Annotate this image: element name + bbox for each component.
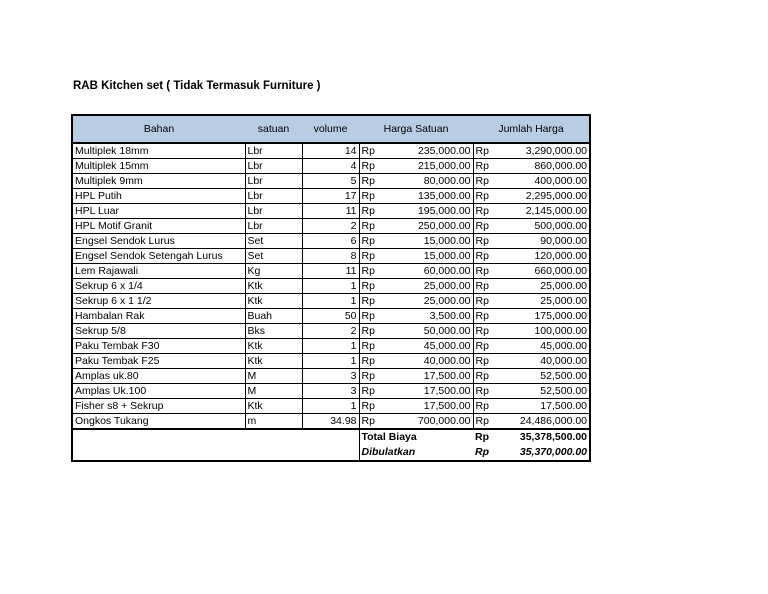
cell-satuan: Lbr — [245, 204, 302, 219]
cell-harga-satuan: 235,000.00 — [385, 143, 473, 159]
total-row — [72, 429, 590, 445]
cell-jumlah-currency: Rp — [473, 354, 503, 369]
cell-volume: 1 — [302, 279, 359, 294]
cell-harga-satuan: 17,500.00 — [385, 369, 473, 384]
cell-volume: 1 — [302, 294, 359, 309]
cell-jumlah-currency: Rp — [473, 339, 503, 354]
table-row — [72, 399, 590, 414]
rounded-row — [72, 445, 590, 461]
cell-jumlah-harga: 100,000.00 — [503, 324, 590, 339]
cell-harga-currency: Rp — [359, 189, 385, 204]
cell-jumlah-harga: 52,500.00 — [503, 369, 590, 384]
cell-jumlah-harga: 45,000.00 — [503, 339, 590, 354]
table-row — [72, 324, 590, 339]
cell-harga-currency: Rp — [359, 339, 385, 354]
table-row — [72, 189, 590, 204]
cell-jumlah-currency: Rp — [473, 414, 503, 430]
cell-volume: 8 — [302, 249, 359, 264]
cell-volume: 14 — [302, 143, 359, 159]
cell-harga-satuan: 17,500.00 — [385, 399, 473, 414]
cell-harga-satuan: 195,000.00 — [385, 204, 473, 219]
cell-bahan: Sekrup 5/8 — [72, 324, 245, 339]
cell-harga-currency: Rp — [359, 294, 385, 309]
table-row — [72, 414, 590, 430]
cell-volume: 1 — [302, 339, 359, 354]
cell-harga-currency: Rp — [359, 204, 385, 219]
cell-harga-satuan: 3,500.00 — [385, 309, 473, 324]
cell-jumlah-harga: 2,145,000.00 — [503, 204, 590, 219]
cell-jumlah-currency: Rp — [473, 174, 503, 189]
cell-harga-satuan: 40,000.00 — [385, 354, 473, 369]
cell-satuan: Bks — [245, 324, 302, 339]
cell-volume: 17 — [302, 189, 359, 204]
cell-jumlah-harga: 25,000.00 — [503, 294, 590, 309]
cell-satuan: M — [245, 384, 302, 399]
total-currency: Rp — [473, 429, 503, 445]
cell-bahan: Engsel Sendok Lurus — [72, 234, 245, 249]
cell-bahan: Multiplek 18mm — [72, 143, 245, 159]
cell-jumlah-harga: 500,000.00 — [503, 219, 590, 234]
cell-satuan: Kg — [245, 264, 302, 279]
cell-jumlah-currency: Rp — [473, 309, 503, 324]
cell-harga-satuan: 25,000.00 — [385, 279, 473, 294]
cell-volume: 5 — [302, 174, 359, 189]
cell-jumlah-currency: Rp — [473, 399, 503, 414]
cell-satuan: Ktk — [245, 354, 302, 369]
cell-bahan: Paku Tembak F25 — [72, 354, 245, 369]
cell-satuan: Ktk — [245, 279, 302, 294]
cell-volume: 34.98 — [302, 414, 359, 430]
cell-harga-satuan: 17,500.00 — [385, 384, 473, 399]
cell-harga-currency: Rp — [359, 384, 385, 399]
cell-satuan: Ktk — [245, 294, 302, 309]
cell-satuan: Lbr — [245, 219, 302, 234]
table-row — [72, 369, 590, 384]
header-bahan: Bahan — [72, 115, 245, 143]
cell-volume: 1 — [302, 354, 359, 369]
table-row — [72, 294, 590, 309]
cell-bahan: Paku Tembak F30 — [72, 339, 245, 354]
table-row — [72, 174, 590, 189]
cell-harga-currency: Rp — [359, 234, 385, 249]
cell-harga-satuan: 45,000.00 — [385, 339, 473, 354]
total-label: Total Biaya — [359, 429, 473, 445]
cell-bahan: HPL Putih — [72, 189, 245, 204]
cell-satuan: Ktk — [245, 399, 302, 414]
table-row — [72, 264, 590, 279]
cell-harga-satuan: 80,000.00 — [385, 174, 473, 189]
table-row — [72, 279, 590, 294]
table-row — [72, 143, 590, 159]
cell-satuan: M — [245, 369, 302, 384]
rounded-spacer — [72, 445, 359, 461]
cell-harga-currency: Rp — [359, 143, 385, 159]
cell-harga-currency: Rp — [359, 264, 385, 279]
total-spacer — [72, 429, 359, 445]
cell-jumlah-harga: 860,000.00 — [503, 159, 590, 174]
table-row — [72, 384, 590, 399]
cell-volume: 2 — [302, 219, 359, 234]
cell-jumlah-harga: 25,000.00 — [503, 279, 590, 294]
cell-jumlah-harga: 24,486,000.00 — [503, 414, 590, 430]
cell-bahan: Sekrup 6 x 1/4 — [72, 279, 245, 294]
cell-volume: 3 — [302, 369, 359, 384]
header-jumlah-harga: Jumlah Harga — [473, 115, 590, 143]
table-row — [72, 219, 590, 234]
cell-bahan: Lem Rajawali — [72, 264, 245, 279]
cell-harga-currency: Rp — [359, 414, 385, 430]
cell-jumlah-currency: Rp — [473, 279, 503, 294]
rab-table — [71, 114, 591, 462]
table-row — [72, 234, 590, 249]
cell-harga-currency: Rp — [359, 399, 385, 414]
total-value: 35,378,500.00 — [503, 429, 590, 445]
rounded-currency: Rp — [475, 446, 490, 458]
cell-volume: 2 — [302, 324, 359, 339]
cell-bahan: Amplas uk.80 — [72, 369, 245, 384]
cell-harga-satuan: 135,000.00 — [385, 189, 473, 204]
cell-volume: 1 — [302, 399, 359, 414]
document-title: RAB Kitchen set ( Tidak Termasuk Furniture ) — [73, 80, 321, 92]
cell-jumlah-currency: Rp — [473, 264, 503, 279]
cell-jumlah-harga: 2,295,000.00 — [503, 189, 590, 204]
cell-harga-currency: Rp — [359, 324, 385, 339]
cell-volume: 11 — [302, 204, 359, 219]
cell-jumlah-harga: 17,500.00 — [503, 399, 590, 414]
cell-bahan: Multiplek 15mm — [72, 159, 245, 174]
cell-harga-satuan: 15,000.00 — [385, 234, 473, 249]
cell-bahan: HPL Motif Granit — [72, 219, 245, 234]
table-body — [72, 143, 590, 429]
cell-jumlah-harga: 52,500.00 — [503, 384, 590, 399]
cell-bahan: Hambalan Rak — [72, 309, 245, 324]
cell-jumlah-currency: Rp — [473, 204, 503, 219]
cell-satuan: Set — [245, 234, 302, 249]
cell-harga-currency: Rp — [359, 219, 385, 234]
cell-volume: 11 — [302, 264, 359, 279]
cell-jumlah-harga: 40,000.00 — [503, 354, 590, 369]
cell-harga-currency: Rp — [359, 309, 385, 324]
cell-volume: 6 — [302, 234, 359, 249]
cell-harga-satuan: 50,000.00 — [385, 324, 473, 339]
cell-harga-satuan: 700,000.00 — [385, 414, 473, 430]
cell-satuan: Set — [245, 249, 302, 264]
cell-jumlah-currency: Rp — [473, 159, 503, 174]
cell-jumlah-currency: Rp — [473, 189, 503, 204]
cell-harga-satuan: 15,000.00 — [385, 249, 473, 264]
cell-satuan: Lbr — [245, 189, 302, 204]
table-header-row — [72, 115, 590, 143]
cell-satuan: Lbr — [245, 143, 302, 159]
cell-harga-currency: Rp — [359, 369, 385, 384]
cell-bahan: Fisher s8 + Sekrup — [72, 399, 245, 414]
table-row — [72, 249, 590, 264]
cell-jumlah-currency: Rp — [473, 384, 503, 399]
cell-harga-currency: Rp — [359, 249, 385, 264]
cell-satuan: Lbr — [245, 174, 302, 189]
cell-jumlah-harga: 3,290,000.00 — [503, 143, 590, 159]
cell-satuan: Buah — [245, 309, 302, 324]
table-row — [72, 159, 590, 174]
cell-jumlah-currency: Rp — [473, 324, 503, 339]
cell-jumlah-currency: Rp — [473, 143, 503, 159]
cell-jumlah-harga: 175,000.00 — [503, 309, 590, 324]
rounded-value: 35,370,000.00 — [519, 446, 588, 458]
cell-bahan: Engsel Sendok Setengah Lurus — [72, 249, 245, 264]
cell-jumlah-currency: Rp — [473, 369, 503, 384]
cell-harga-currency: Rp — [359, 279, 385, 294]
cell-bahan: Sekrup 6 x 1 1/2 — [72, 294, 245, 309]
cell-jumlah-harga: 660,000.00 — [503, 264, 590, 279]
table-row — [72, 339, 590, 354]
table-row — [72, 354, 590, 369]
cell-bahan: Amplas Uk.100 — [72, 384, 245, 399]
cell-harga-satuan: 215,000.00 — [385, 159, 473, 174]
cell-volume: 3 — [302, 384, 359, 399]
cell-satuan: Lbr — [245, 159, 302, 174]
header-satuan: satuan — [245, 115, 302, 143]
cell-jumlah-currency: Rp — [473, 294, 503, 309]
cell-volume: 50 — [302, 309, 359, 324]
cell-bahan: HPL Luar — [72, 204, 245, 219]
cell-harga-satuan: 25,000.00 — [385, 294, 473, 309]
rounded-label: Dibulatkan — [361, 446, 416, 458]
cell-jumlah-harga: 90,000.00 — [503, 234, 590, 249]
table-row — [72, 309, 590, 324]
cell-harga-currency: Rp — [359, 174, 385, 189]
cell-harga-currency: Rp — [359, 354, 385, 369]
cell-volume: 4 — [302, 159, 359, 174]
cell-satuan: m — [245, 414, 302, 430]
cell-jumlah-currency: Rp — [473, 234, 503, 249]
cell-harga-satuan: 60,000.00 — [385, 264, 473, 279]
cell-satuan: Ktk — [245, 339, 302, 354]
cell-bahan: Multiplek 9mm — [72, 174, 245, 189]
cell-harga-currency: Rp — [359, 159, 385, 174]
cell-jumlah-harga: 120,000.00 — [503, 249, 590, 264]
table-row — [72, 204, 590, 219]
header-volume: volume — [302, 115, 359, 143]
header-harga-satuan: Harga Satuan — [359, 115, 473, 143]
cell-jumlah-harga: 400,000.00 — [503, 174, 590, 189]
cell-bahan: Ongkos Tukang — [72, 414, 245, 430]
cell-harga-satuan: 250,000.00 — [385, 219, 473, 234]
cell-jumlah-currency: Rp — [473, 219, 503, 234]
cell-jumlah-currency: Rp — [473, 249, 503, 264]
